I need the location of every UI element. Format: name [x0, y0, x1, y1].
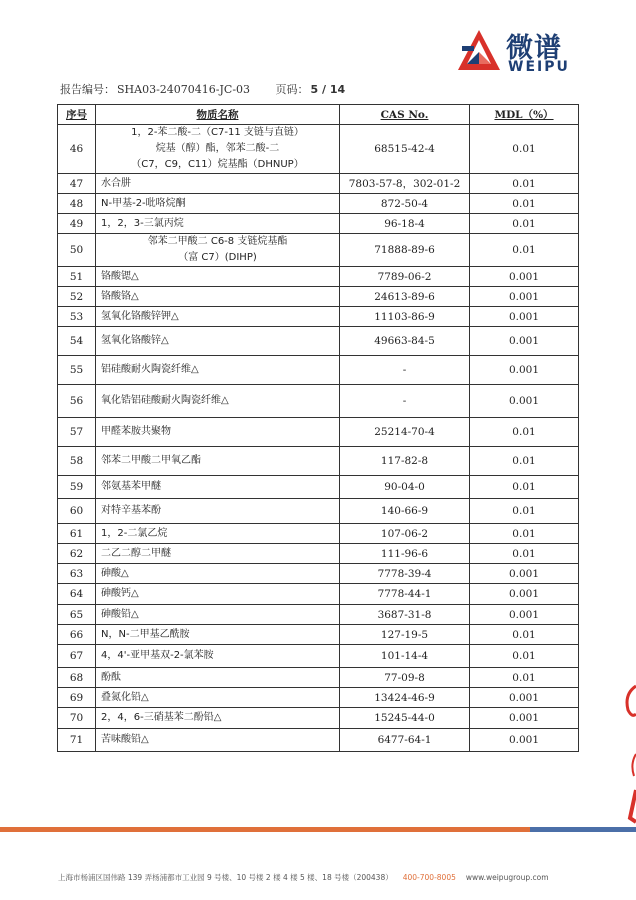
footer-address: 上海市杨浦区国伟路 139 弄杨浦都市工业园 9 号楼、10 号楼 2 楼 4 楼 5 楼、18 号楼（200438） — [58, 873, 393, 882]
substance-name-line: 邻氨基苯甲醚 — [101, 481, 161, 492]
row-substance-name — [96, 544, 340, 564]
row-cas-no: 101-14-4 — [340, 645, 470, 668]
row-mdl: 0.01 — [470, 625, 579, 645]
row-cas-no: 107-06-2 — [340, 524, 470, 544]
table-row — [58, 327, 579, 356]
row-substance-name — [96, 708, 340, 729]
row-substance-name — [96, 307, 340, 327]
row-seq: 55 — [58, 356, 96, 385]
substance-name-line: 二乙二醇二甲醚 — [101, 547, 171, 559]
row-cas-no: 49663-84-5 — [340, 327, 470, 356]
logo-chinese-name: 微谱 — [506, 33, 562, 64]
table-row — [58, 544, 579, 564]
report-header-line — [60, 81, 345, 97]
row-cas-no: 872-50-4 — [340, 194, 470, 214]
row-mdl: 0.001 — [470, 688, 579, 708]
row-substance-name — [96, 625, 340, 645]
row-cas-no: - — [340, 385, 470, 418]
row-seq: 68 — [58, 668, 96, 688]
substance-name-line: 砷酸铅△ — [101, 608, 139, 620]
table-row — [58, 584, 579, 605]
row-mdl: 0.01 — [470, 447, 579, 476]
report-number: SHA03-24070416-JC-03 — [117, 83, 251, 96]
row-seq: 57 — [58, 418, 96, 447]
row-mdl: 0.001 — [470, 287, 579, 307]
substance-name-line: （富 C7）(DIHP) — [178, 252, 257, 263]
footer-website: www.weipugroup.com — [465, 873, 549, 882]
seal-stamp-fragment — [620, 684, 636, 824]
row-mdl: 0.001 — [470, 584, 579, 605]
row-seq: 52 — [58, 287, 96, 307]
substance-name-line: 对特辛基苯酚 — [101, 505, 161, 516]
substance-name-line: 氢氧化铬酸锌钾△ — [101, 310, 179, 322]
row-seq: 65 — [58, 605, 96, 625]
row-mdl: 0.01 — [470, 499, 579, 524]
table-row — [58, 688, 579, 708]
row-cas-no: 68515-42-4 — [340, 125, 470, 174]
row-cas-no: 7789-06-2 — [340, 267, 470, 287]
table-row — [58, 645, 579, 668]
header-seq: 序号 — [58, 105, 96, 125]
substance-name-line: 邻苯二甲酸二 C6-8 支链烷基酯 — [147, 236, 288, 247]
substance-name-line: 酚酞 — [101, 671, 121, 683]
row-substance-name — [96, 174, 340, 194]
row-seq: 58 — [58, 447, 96, 476]
row-seq: 64 — [58, 584, 96, 605]
substance-name-line: 2，4，6-三硝基苯二酚铅△ — [101, 712, 222, 723]
row-cas-no: 140-66-9 — [340, 499, 470, 524]
table-row — [58, 214, 579, 234]
row-substance-name — [96, 214, 340, 234]
row-cas-no: 90-04-0 — [340, 476, 470, 499]
table-row — [58, 385, 579, 418]
table-row — [58, 174, 579, 194]
table-row — [58, 708, 579, 729]
substance-name-line: 4，4'-亚甲基双-2-氯苯胺 — [101, 650, 214, 661]
row-mdl: 0.001 — [470, 729, 579, 752]
row-substance-name — [96, 645, 340, 668]
row-seq: 61 — [58, 524, 96, 544]
substance-name-line: 1，2-二氯乙烷 — [101, 527, 168, 539]
row-mdl: 0.001 — [470, 356, 579, 385]
row-seq: 46 — [58, 125, 96, 174]
substance-name-line: 铝硅酸耐火陶瓷纤维△ — [101, 364, 199, 375]
row-cas-no: 77-09-8 — [340, 668, 470, 688]
substance-name-line: 水合肼 — [101, 177, 131, 189]
page-number: 5 / 14 — [310, 83, 346, 96]
table-row — [58, 194, 579, 214]
substance-name-line: 叠氮化铅△ — [101, 691, 149, 703]
row-substance-name — [96, 447, 340, 476]
row-substance-name — [96, 729, 340, 752]
table-row — [58, 287, 579, 307]
row-substance-name — [96, 287, 340, 307]
row-cas-no: 11103-86-9 — [340, 307, 470, 327]
row-substance-name — [96, 125, 340, 174]
row-seq: 69 — [58, 688, 96, 708]
row-substance-name — [96, 194, 340, 214]
row-mdl: 0.01 — [470, 645, 579, 668]
row-substance-name — [96, 668, 340, 688]
substance-table — [57, 104, 579, 752]
row-mdl: 0.001 — [470, 385, 579, 418]
table-row — [58, 418, 579, 447]
row-cas-no: 117-82-8 — [340, 447, 470, 476]
row-seq: 63 — [58, 564, 96, 584]
row-cas-no: 127-19-5 — [340, 625, 470, 645]
table-header-row — [58, 105, 579, 125]
substance-name-line: 氢氧化铬酸锌△ — [101, 335, 169, 346]
footer — [58, 872, 549, 883]
table-row — [58, 476, 579, 499]
row-substance-name — [96, 327, 340, 356]
row-substance-name — [96, 499, 340, 524]
row-seq: 50 — [58, 234, 96, 267]
table-row — [58, 307, 579, 327]
substance-name-line: 邻苯二甲酸二甲氧乙酯 — [101, 455, 201, 466]
substance-name-line: N-甲基-2-吡咯烷酮 — [101, 197, 186, 209]
substance-name-line: 铬酸锶△ — [101, 270, 139, 282]
logo-english-name: WEIPU — [508, 59, 570, 75]
substance-name-line: 甲醛苯胺共聚物 — [101, 426, 171, 437]
row-cas-no: 7778-39-4 — [340, 564, 470, 584]
row-cas-no: 13424-46-9 — [340, 688, 470, 708]
table-row — [58, 267, 579, 287]
row-seq: 66 — [58, 625, 96, 645]
table-row — [58, 524, 579, 544]
row-mdl: 0.01 — [470, 174, 579, 194]
table-row — [58, 499, 579, 524]
row-substance-name — [96, 385, 340, 418]
substance-name-line: 1，2-苯二酸-二（C7-11 支链与直链） — [131, 127, 304, 138]
row-cas-no: 25214-70-4 — [340, 418, 470, 447]
row-mdl: 0.01 — [470, 544, 579, 564]
table-row — [58, 729, 579, 752]
table-row — [58, 668, 579, 688]
row-substance-name — [96, 267, 340, 287]
row-mdl: 0.01 — [470, 194, 579, 214]
footer-bar-blue — [530, 827, 636, 832]
row-substance-name — [96, 524, 340, 544]
row-cas-no: 7803-57-8，302-01-2 — [340, 174, 470, 194]
row-mdl: 0.01 — [470, 524, 579, 544]
footer-phone: 400-700-8005 — [402, 873, 456, 882]
row-cas-no: - — [340, 356, 470, 385]
header-mdl: MDL（%） — [470, 105, 579, 125]
substance-name-line: 苦味酸铅△ — [101, 734, 149, 745]
substance-name-line: N，N-二甲基乙酰胺 — [101, 628, 190, 640]
row-cas-no: 7778-44-1 — [340, 584, 470, 605]
substance-name-line: 氧化锆铝硅酸耐火陶瓷纤维△ — [101, 395, 229, 406]
row-cas-no: 111-96-6 — [340, 544, 470, 564]
header-substance-name: 物质名称 — [96, 105, 340, 125]
row-substance-name — [96, 234, 340, 267]
row-seq: 56 — [58, 385, 96, 418]
row-cas-no: 15245-44-0 — [340, 708, 470, 729]
table-row — [58, 356, 579, 385]
row-substance-name — [96, 584, 340, 605]
page-label: 页码： — [275, 83, 309, 96]
substance-name-line: 砷酸△ — [101, 567, 129, 579]
row-substance-name — [96, 476, 340, 499]
row-substance-name — [96, 356, 340, 385]
weipu-logo-mark-icon — [456, 28, 502, 74]
weipu-logo — [456, 26, 576, 78]
row-seq: 47 — [58, 174, 96, 194]
row-seq: 60 — [58, 499, 96, 524]
report-number-label: 报告编号： — [60, 83, 115, 96]
row-substance-name — [96, 564, 340, 584]
row-substance-name — [96, 688, 340, 708]
row-mdl: 0.001 — [470, 708, 579, 729]
table-body — [58, 125, 579, 752]
row-seq: 53 — [58, 307, 96, 327]
row-seq: 49 — [58, 214, 96, 234]
row-mdl: 0.01 — [470, 418, 579, 447]
substance-name-line: 烷基（醇）酯，邻苯二酸-二 — [155, 143, 280, 154]
table-row — [58, 125, 579, 174]
row-cas-no: 24613-89-6 — [340, 287, 470, 307]
row-seq: 48 — [58, 194, 96, 214]
table-row — [58, 625, 579, 645]
row-seq: 51 — [58, 267, 96, 287]
table-row — [58, 605, 579, 625]
footer-bar-orange — [0, 827, 530, 832]
row-seq: 54 — [58, 327, 96, 356]
table-row — [58, 564, 579, 584]
table-row — [58, 447, 579, 476]
row-cas-no: 96-18-4 — [340, 214, 470, 234]
row-mdl: 0.001 — [470, 327, 579, 356]
substance-name-line: 铬酸铬△ — [101, 290, 139, 302]
row-cas-no: 3687-31-8 — [340, 605, 470, 625]
row-mdl: 0.01 — [470, 476, 579, 499]
row-mdl: 0.01 — [470, 234, 579, 267]
row-mdl: 0.001 — [470, 307, 579, 327]
row-seq: 70 — [58, 708, 96, 729]
row-substance-name — [96, 418, 340, 447]
row-seq: 67 — [58, 645, 96, 668]
row-cas-no: 6477-64-1 — [340, 729, 470, 752]
substance-name-line: 砷酸钙△ — [101, 588, 139, 599]
table-row — [58, 234, 579, 267]
row-seq: 59 — [58, 476, 96, 499]
row-mdl: 0.001 — [470, 564, 579, 584]
substance-name-line: （C7，C9，C11）烷基酯（DHNUP） — [131, 159, 304, 170]
substance-name-line: 1，2，3-三氯丙烷 — [101, 217, 184, 229]
row-seq: 71 — [58, 729, 96, 752]
row-mdl: 0.001 — [470, 605, 579, 625]
row-mdl: 0.01 — [470, 668, 579, 688]
row-seq: 62 — [58, 544, 96, 564]
row-mdl: 0.001 — [470, 267, 579, 287]
row-cas-no: 71888-89-6 — [340, 234, 470, 267]
row-substance-name — [96, 605, 340, 625]
row-mdl: 0.01 — [470, 125, 579, 174]
header-cas-no: CAS No. — [340, 105, 470, 125]
row-mdl: 0.01 — [470, 214, 579, 234]
